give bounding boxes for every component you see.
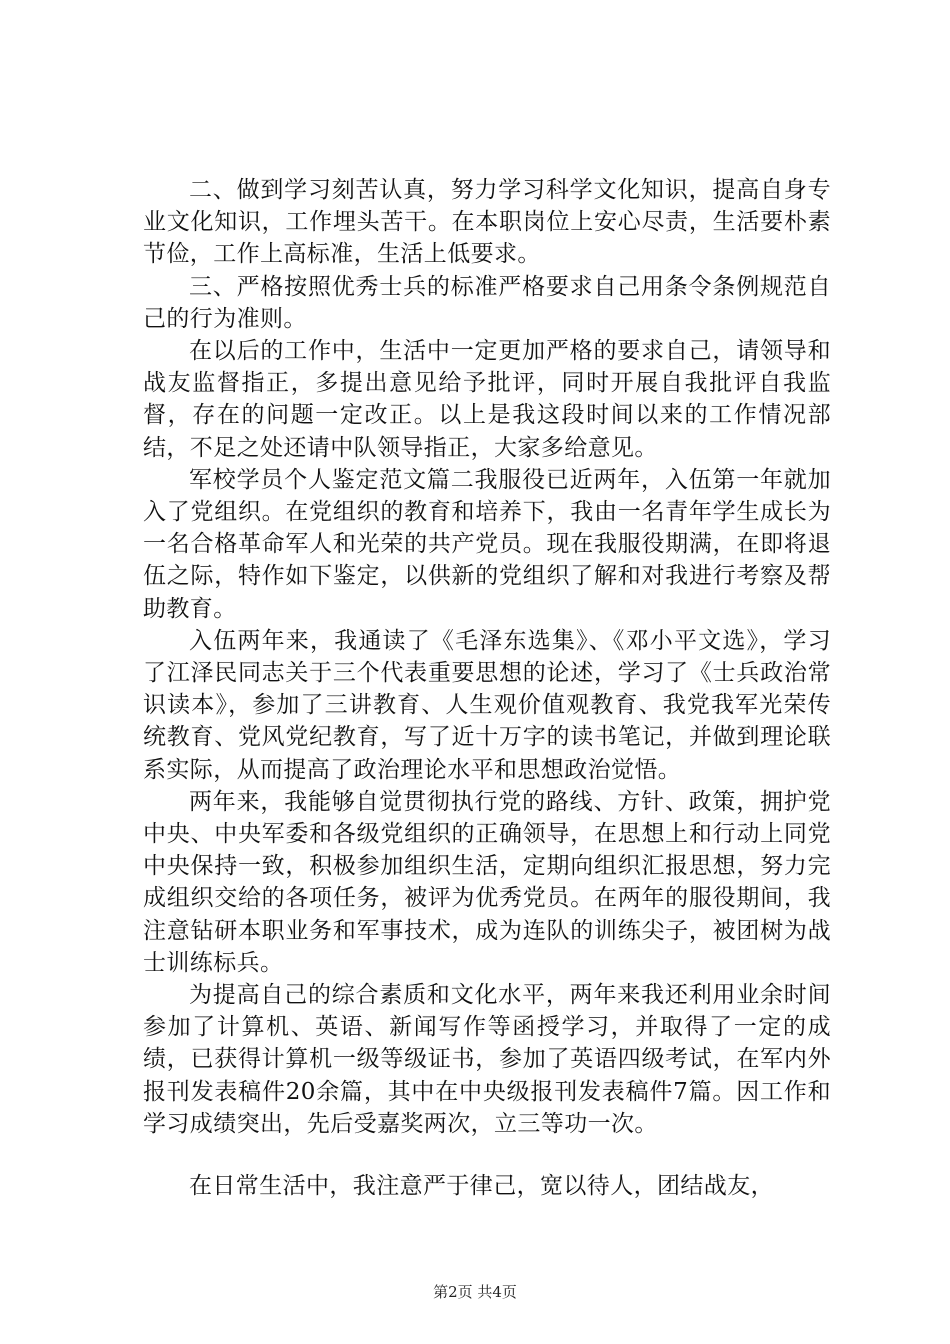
paragraph-strict-standards: 三、严格按照优秀士兵的标准严格要求自己用条令条例规范自己的行为准则。 <box>143 273 831 332</box>
page-number-footer: 第2页 共4页 <box>433 1283 517 1301</box>
paragraph-future-work: 在以后的工作中，生活中一定更加严格的要求自己，请领导和战友监督指正，多提出意见给予批评，同时开展自我批评自我监督，存在的问题一定改正。以上是我这段时间以来的工作情况部结，不足之处还请中队领导指正，大家多给意见。 <box>143 338 831 461</box>
paragraph-self-improvement: 为提高自己的综合素质和文化水平，两年来我还利用业余时间参加了计算机、英语、新闻写作等函授学习，并取得了一定的成绩，已获得计算机一级等级证书，参加了英语四级考试，在军内外报刊发表稿件20余篇，其中在中央级报刊发表稿件7篇。因工作和学习成绩突出，先后受嘉奖两次，立三等功一次。 <box>143 982 831 1137</box>
paragraph-party-line: 两年来，我能够自觉贯彻执行党的路线、方针、政策，拥护党中央、中央军委和各级党组织的正确领导，在思想上和行动上同党中央保持一致，积极参加组织生活，定期向组织汇报思想，努力完成组织交给的各项任务，被评为优秀党员。在两年的服役期间，我注意钻研本职业务和军事技术，成为连队的训练尖子，被团树为战士训练标兵。 <box>143 788 831 976</box>
document-body <box>143 174 831 1202</box>
paragraph-sample-two-intro: 军校学员个人鉴定范文篇二我服役已近两年，入伍第一年就加入了党组织。在党组织的教育和培养下，我由一名青年学生成长为一名合格革命军人和光荣的共产党员。现在我服役期满，在即将退伍之际，特作如下鉴定，以供新的党组织了解和对我进行考察及帮助教育。 <box>143 466 831 622</box>
paragraph-political-study: 入伍两年来，我通读了《毛泽东选集》、《邓小平文选》，学习了江泽民同志关于三个代表重要思想的论述，学习了《士兵政治常识读本》，参加了三讲教育、人生观价值观教育、我党我军光荣传统教育、党风党纪教育，写了近十万字的读书笔记，并做到理论联系实际，从而提高了政治理论水平和思想政治觉悟。 <box>143 627 831 783</box>
paragraph-daily-life: 在日常生活中，我注意严于律己，宽以待人，团结战友， <box>189 1173 774 1200</box>
paragraph-study-diligently: 二、做到学习刻苦认真，努力学习科学文化知识，提高自身专业文化知识，工作埋头苦干。在本职岗位上安心尽责，生活要朴素节俭，工作上高标准，生活上低要求。 <box>143 177 831 268</box>
